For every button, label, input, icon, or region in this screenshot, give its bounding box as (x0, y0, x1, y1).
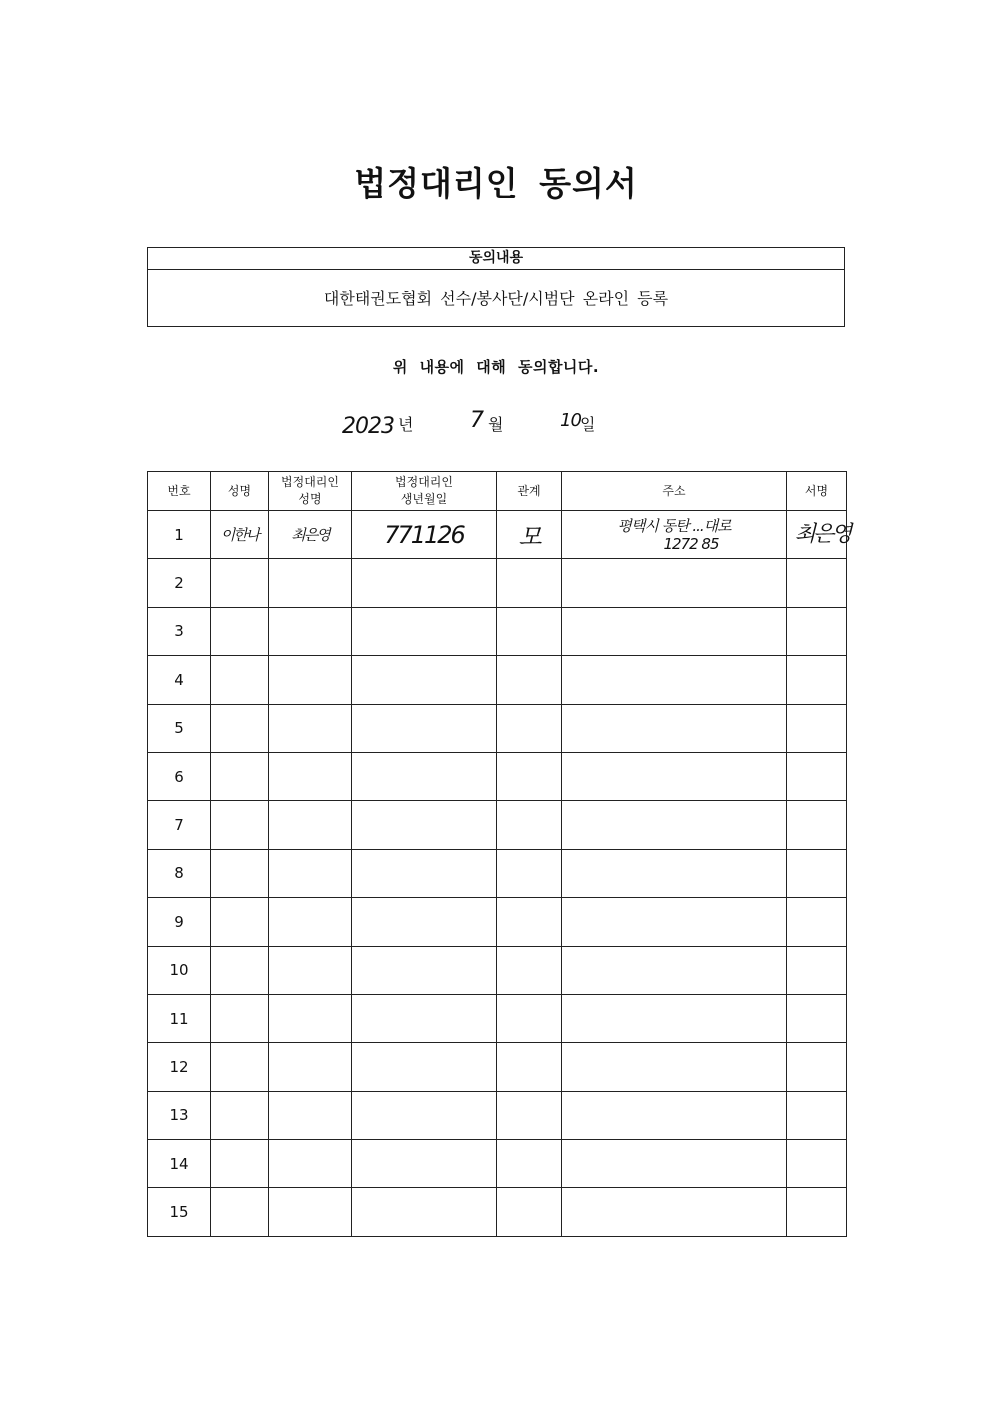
header-guardian-name-line2: 성명 (298, 492, 322, 506)
table-row (148, 849, 847, 897)
cell-relation (497, 607, 562, 655)
cell-birth (352, 1043, 497, 1091)
header-guardian-birth-line2: 생년월일 (400, 492, 448, 506)
cell-address (562, 994, 787, 1042)
table-row (148, 511, 847, 559)
cell-address (562, 1140, 787, 1188)
date-month: 7 (470, 408, 483, 433)
cell-no: 6 (148, 752, 211, 800)
cell-birth (352, 1188, 497, 1237)
cell-guardian-name (269, 1091, 352, 1139)
cell-signature (787, 1091, 847, 1139)
cell-name (211, 898, 269, 946)
cell-relation (497, 1043, 562, 1091)
date-month-unit: 월 (488, 415, 504, 434)
cell-no: 14 (148, 1140, 211, 1188)
date-year-unit: 년 (398, 415, 414, 434)
cell-no: 7 (148, 801, 211, 849)
cell-relation (497, 1091, 562, 1139)
agree-statement: 위 내용에 대해 동의합니다. (392, 358, 600, 376)
cell-relation (497, 898, 562, 946)
cell-signature (787, 752, 847, 800)
address-line2: 1272 85 (663, 534, 719, 553)
cell-address (562, 1091, 787, 1139)
cell-guardian-name (269, 607, 352, 655)
cell-birth: 771126 (352, 511, 497, 559)
cell-relation (497, 849, 562, 897)
consent-header: 동의내용 (148, 248, 844, 270)
cell-relation (497, 801, 562, 849)
cell-signature (787, 898, 847, 946)
cell-signature (787, 559, 847, 607)
table-row (148, 1091, 847, 1139)
cell-relation (497, 752, 562, 800)
cell-guardian-name (269, 801, 352, 849)
header-address: 주소 (562, 472, 787, 511)
registration-table (147, 471, 850, 1237)
cell-address (562, 1043, 787, 1091)
table-row (148, 946, 847, 994)
cell-guardian-name: 최은영 (269, 511, 352, 559)
table-header-row (148, 472, 847, 511)
cell-no: 1 (148, 511, 211, 559)
cell-no: 12 (148, 1043, 211, 1091)
cell-address (562, 1188, 787, 1237)
cell-relation (497, 946, 562, 994)
cell-relation (497, 994, 562, 1042)
cell-signature (787, 656, 847, 704)
cell-relation (497, 1188, 562, 1237)
cell-name (211, 1188, 269, 1237)
cell-birth (352, 752, 497, 800)
cell-relation (497, 656, 562, 704)
header-name: 성명 (211, 472, 269, 511)
cell-name (211, 607, 269, 655)
cell-guardian-name (269, 752, 352, 800)
cell-name (211, 849, 269, 897)
cell-no: 15 (148, 1188, 211, 1237)
cell-relation (497, 1140, 562, 1188)
cell-no: 4 (148, 656, 211, 704)
date-day-unit: 일 (580, 415, 596, 434)
date-row (0, 402, 992, 442)
cell-address (562, 607, 787, 655)
table-row (148, 559, 847, 607)
cell-birth (352, 607, 497, 655)
cell-birth (352, 801, 497, 849)
cell-signature (787, 801, 847, 849)
table-row (148, 801, 847, 849)
cell-guardian-name (269, 656, 352, 704)
cell-signature (787, 704, 847, 752)
cell-name (211, 1140, 269, 1188)
table-row (148, 1140, 847, 1188)
header-signature: 서명 (787, 472, 847, 511)
cell-guardian-name (269, 559, 352, 607)
cell-guardian-name (269, 849, 352, 897)
cell-signature (787, 1043, 847, 1091)
header-guardian-name (269, 472, 352, 511)
cell-name (211, 752, 269, 800)
document-title: 법정대리인 동의서 (354, 164, 638, 203)
cell-relation (497, 559, 562, 607)
consent-text: 대한태권도협회 선수/봉사단/시범단 온라인 등록 (323, 289, 669, 308)
cell-address (562, 849, 787, 897)
cell-guardian-name (269, 1043, 352, 1091)
cell-guardian-name (269, 1188, 352, 1237)
cell-no: 5 (148, 704, 211, 752)
cell-birth (352, 1091, 497, 1139)
table-row (148, 607, 847, 655)
cell-address (562, 656, 787, 704)
cell-signature (787, 511, 850, 559)
cell-birth (352, 994, 497, 1042)
table-row (148, 752, 847, 800)
cell-no: 11 (148, 994, 211, 1042)
cell-address (562, 801, 787, 849)
cell-no: 2 (148, 559, 211, 607)
table-row (148, 1043, 847, 1091)
cell-name (211, 559, 269, 607)
cell-guardian-name (269, 1140, 352, 1188)
header-guardian-birth-line1: 법정대리인 (395, 475, 453, 489)
cell-name (211, 704, 269, 752)
cell-guardian-name (269, 704, 352, 752)
cell-birth (352, 849, 497, 897)
cell-relation: 모 (497, 511, 562, 559)
cell-no: 9 (148, 898, 211, 946)
header-guardian-name-line1: 법정대리인 (281, 475, 339, 489)
cell-guardian-name (269, 994, 352, 1042)
cell-birth (352, 898, 497, 946)
cell-signature (787, 946, 847, 994)
cell-name (211, 1043, 269, 1091)
cell-address (562, 511, 787, 559)
table-row (148, 1188, 847, 1237)
cell-name (211, 656, 269, 704)
cell-name (211, 1091, 269, 1139)
cell-no: 8 (148, 849, 211, 897)
date-year: 2023 (342, 414, 394, 439)
cell-signature (787, 849, 847, 897)
cell-signature (787, 1140, 847, 1188)
cell-signature (787, 1188, 847, 1237)
table-row (148, 898, 847, 946)
cell-name (211, 994, 269, 1042)
cell-guardian-name (269, 946, 352, 994)
cell-signature (787, 994, 847, 1042)
cell-birth (352, 656, 497, 704)
cell-address (562, 898, 787, 946)
table-row (148, 704, 847, 752)
cell-address (562, 946, 787, 994)
cell-name (211, 801, 269, 849)
header-relation: 관계 (497, 472, 562, 511)
cell-signature (787, 607, 847, 655)
cell-no: 3 (148, 607, 211, 655)
cell-no: 13 (148, 1091, 211, 1139)
address-line1: 평택시 동탄 ...대로 (617, 516, 731, 535)
consent-box (147, 247, 845, 327)
cell-birth (352, 946, 497, 994)
cell-birth (352, 559, 497, 607)
signature: 최은영 (794, 522, 850, 547)
cell-address (562, 704, 787, 752)
cell-address (562, 559, 787, 607)
cell-relation (497, 704, 562, 752)
cell-address (562, 752, 787, 800)
table-row (148, 656, 847, 704)
header-guardian-birth (352, 472, 497, 511)
header-no: 번호 (148, 472, 211, 511)
date-day: 10 (560, 410, 581, 431)
cell-birth (352, 704, 497, 752)
cell-birth (352, 1140, 497, 1188)
cell-guardian-name (269, 898, 352, 946)
table-row (148, 994, 847, 1042)
cell-name: 이한나 (211, 511, 269, 559)
cell-name (211, 946, 269, 994)
cell-no: 10 (148, 946, 211, 994)
